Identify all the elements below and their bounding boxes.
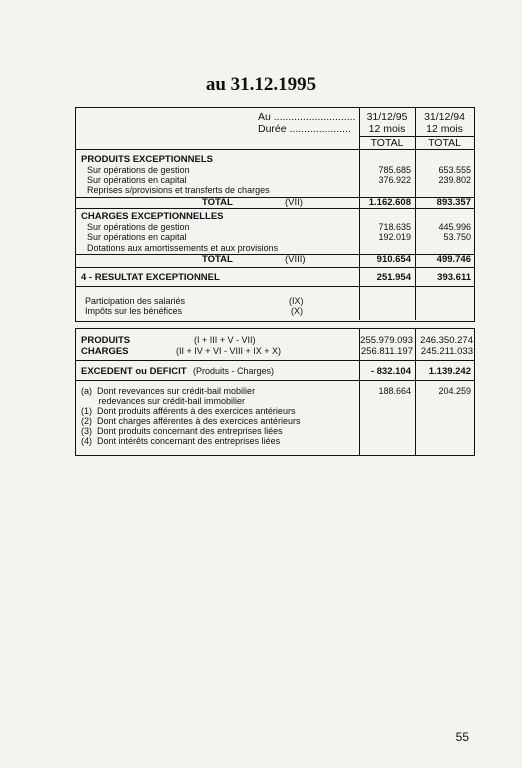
produits-formula: (I + III + V - VII) bbox=[194, 335, 256, 345]
value-cell: 192.019 bbox=[378, 232, 411, 242]
list-item: Participation des salariés bbox=[85, 296, 186, 306]
list-item: (a) Dont revevances sur crédit-bail mobilier bbox=[81, 386, 256, 396]
charges-v1: 256.811.197 bbox=[360, 346, 413, 357]
list-item: Impôts sur les bénéfices bbox=[85, 306, 183, 316]
charges-total-label: TOTAL bbox=[202, 254, 233, 265]
charges-label: CHARGES bbox=[81, 346, 129, 357]
produits-total-v1: 1.162.608 bbox=[368, 197, 411, 208]
value-cell: 785.685 bbox=[378, 165, 411, 175]
value-cell: 188.664 bbox=[378, 386, 411, 396]
charges-total-v2: 499.746 bbox=[436, 254, 471, 265]
list-item: redevances sur crédit-bail immobilier bbox=[81, 396, 246, 406]
list-item: Sur opérations en capital bbox=[87, 175, 187, 185]
list-item: Sur opérations en capital bbox=[87, 232, 187, 242]
charges-total-ref: (VIII) bbox=[285, 254, 306, 265]
totals-table bbox=[75, 328, 475, 456]
table-header bbox=[76, 108, 474, 150]
value-cell: 653.555 bbox=[438, 165, 471, 175]
ref-ix: (IX) bbox=[289, 296, 304, 306]
value-cell: 445.996 bbox=[438, 222, 471, 232]
charges-formula: (II + IV + VI - VIII + IX + X) bbox=[176, 346, 282, 356]
value-cell: 53.750 bbox=[443, 232, 471, 242]
excedent-row bbox=[76, 361, 474, 381]
produits-v2: 246.350.274 bbox=[420, 335, 473, 346]
notes-section bbox=[76, 381, 474, 455]
excedent-label: EXCEDENT ou DEFICIT bbox=[81, 366, 187, 377]
resultat-label: 4 - RESULTAT EXCEPTIONNEL bbox=[81, 272, 220, 283]
participation-section bbox=[76, 287, 474, 320]
value-cell: 376.922 bbox=[378, 175, 411, 185]
list-item: Sur opérations de gestion bbox=[87, 165, 190, 175]
value-cell: 718.635 bbox=[378, 222, 411, 232]
charges-total-v1: 910.654 bbox=[376, 254, 411, 265]
list-item: (3) Dont produits concernant des entreprises liées bbox=[81, 426, 283, 436]
list-item: (1) Dont produits afférents à des exercices antérieurs bbox=[81, 406, 296, 416]
value-cell: 239.802 bbox=[438, 175, 471, 185]
col1-duration: 12 mois bbox=[368, 123, 406, 135]
produits-heading: PRODUITS EXCEPTIONNELS bbox=[81, 154, 213, 165]
excedent-v2: 1.139.242 bbox=[428, 366, 471, 377]
resultat-v2: 393.611 bbox=[437, 272, 471, 283]
charges-v2: 245.211.033 bbox=[420, 346, 473, 357]
produits-charges-row bbox=[76, 329, 474, 361]
list-item: Reprises s/provisions et transferts de charges bbox=[87, 185, 270, 195]
value-cell: 204.259 bbox=[438, 386, 471, 396]
produits-total-v2: 893.357 bbox=[436, 197, 471, 208]
col1-total-header: TOTAL bbox=[370, 137, 404, 149]
produits-v1: 255.979.093 bbox=[360, 335, 413, 346]
list-item: (4) Dont intérêts concernant des entreprises liées bbox=[81, 436, 281, 446]
produits-total-label: TOTAL bbox=[202, 197, 233, 208]
resultat-v1: 251.954 bbox=[376, 272, 411, 283]
resultat-row bbox=[76, 268, 474, 287]
col1-date: 31/12/95 bbox=[366, 111, 408, 123]
excedent-sub: (Produits - Charges) bbox=[193, 366, 275, 376]
duree-label: Durée ..................... bbox=[258, 123, 351, 135]
col2-date: 31/12/94 bbox=[424, 111, 465, 123]
au-label: Au ............................ bbox=[258, 111, 356, 123]
charges-heading: CHARGES EXCEPTIONNELLES bbox=[81, 211, 224, 222]
list-item: Dotations aux amortissements et aux provisions bbox=[87, 243, 279, 253]
col2-duration: 12 mois bbox=[426, 123, 463, 135]
produits-total-ref: (VII) bbox=[285, 197, 303, 208]
produits-label: PRODUITS bbox=[81, 335, 131, 346]
col2-total-header: TOTAL bbox=[428, 137, 461, 149]
ref-x: (X) bbox=[291, 306, 303, 316]
page-number: 55 bbox=[455, 730, 469, 744]
exceptional-section bbox=[76, 150, 474, 268]
list-item: (2) Dont charges afférentes à des exercices antérieurs bbox=[81, 416, 301, 426]
list-item: Sur opérations de gestion bbox=[87, 222, 190, 232]
exceptional-results-table bbox=[75, 107, 475, 322]
page-title: au 31.12.1995 bbox=[205, 74, 317, 95]
excedent-v1: - 832.104 bbox=[370, 366, 411, 377]
